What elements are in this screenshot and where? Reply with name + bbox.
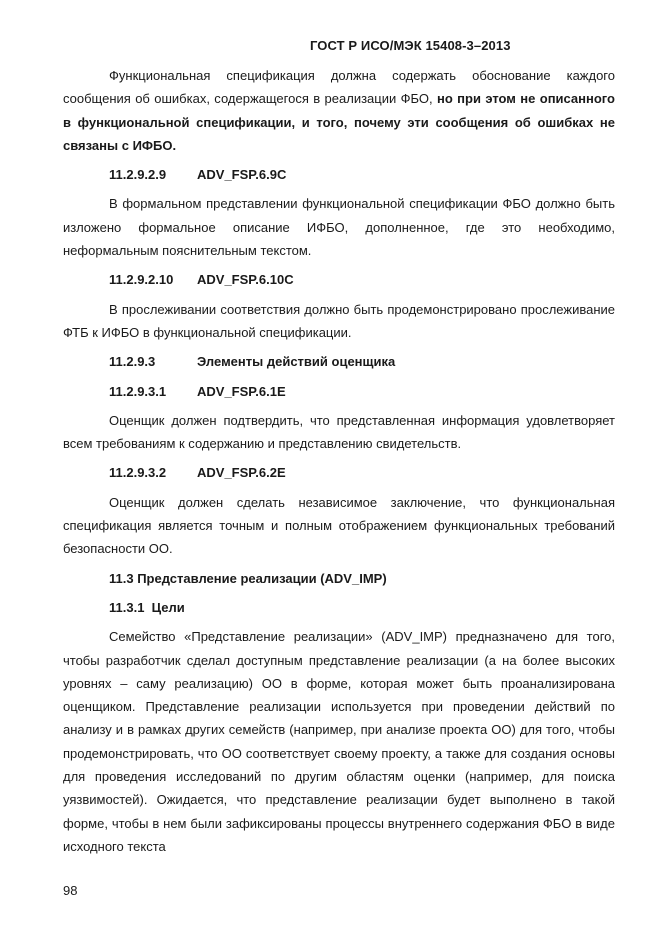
section-heading-11-2-9-3: [63, 350, 615, 373]
section-number: 11.2.9.3: [109, 354, 156, 370]
paragraph-formal-representation: В формальном представлении функциональной спецификации ФБО должно быть изложено формальное описание ИФБО, дополненное, где это необходимо, неформальным пояснительным текстом.: [63, 196, 615, 259]
paragraph-traceability: В прослеживании соответствия должно быть продемонстрировано прослеживание ФТБ к ИФБО в функциональной спецификации.: [63, 301, 615, 340]
section-title: ADV_FSP.6.10C: [197, 272, 294, 288]
standard-header: ГОСТ Р ИСО/МЭК 15408-3–2013: [310, 38, 511, 53]
section-number: 11.2.9.2.9: [109, 167, 167, 183]
section-number: 11.2.9.2.10: [109, 272, 174, 288]
section-heading-11-2-9-2-10: [63, 268, 615, 291]
paragraph-error-messages: [63, 64, 615, 157]
paragraph-text: Функциональная спецификация должна содержать обоснование каждого сообщения об ошибках, содержащегося в реализации ФБО,: [63, 68, 615, 107]
section-heading-11-2-9-3-1: [63, 380, 615, 403]
page-number: 98: [63, 883, 78, 898]
section-title: ADV_FSP.6.9C: [197, 167, 287, 183]
section-title: Элементы действий оценщика: [197, 354, 396, 370]
paragraph-evaluator-confirm: Оценщик должен подтвердить, что представленная информация удовлетворяет всем требованиям к содержанию и представлению свидетельств.: [63, 412, 615, 452]
section-heading-11-2-9-2-9: [63, 163, 615, 186]
section-heading-11-2-9-3-2: [63, 461, 615, 484]
document-body: [63, 64, 615, 864]
section-heading-11-3: 11.3 Представление реализации (ADV_IMP): [109, 570, 387, 586]
paragraph-evaluator-independent: Оценщик должен сделать независимое заключение, что функциональная спецификация является точным и полным отображением функциональных требований безопасности ОО.: [63, 494, 615, 557]
section-number: 11.2.9.3.1: [109, 383, 167, 399]
section-title: ADV_FSP.6.2E: [197, 465, 286, 481]
section-title: ADV_FSP.6.1E: [197, 383, 286, 399]
section-number: 11.2.9.3.2: [109, 465, 167, 481]
paragraph-adv-imp-objectives: Семейство «Представление реализации» (ADV_IMP) предназначено для того, чтобы разработчик сделал доступным представление реализации (а на более высоких уровнях – саму реализацию) ОО в форме, которая может быть проанализирована оценщиком. Представление реализации используется при проведении действий по анализу и в рамках других семейств (например, при анализе проекта ОО) для того, чтобы продемонстрировать, что ОО соответствует своему проекту, а также для создания основы для проведения исследований по другим областям оценки (например, для поиска уязвимостей). Ожидается, что представление реализации будет выполнено в такой форме, чтобы в нем были зафиксированы процессы внутреннего содержания ФБО в виде исходного текста: [63, 629, 615, 854]
section-heading-11-3-1: 11.3.1 Цели: [109, 599, 185, 615]
paragraph-bold-text: но при этом не описанного в функциональной спецификации, и того, почему эти сообщения об ошибках не связаны с ИФБО.: [63, 91, 615, 153]
